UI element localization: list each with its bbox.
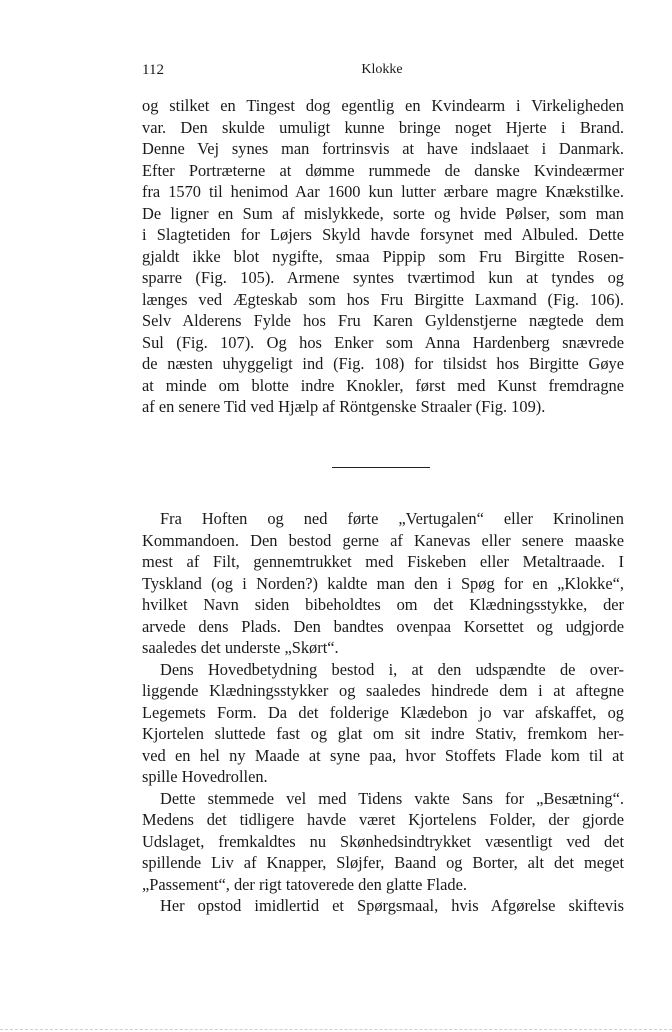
text-line: gjaldt ikke blot nygifte, smaa Pippip som Fru Birgitte Rosen- [142,246,624,266]
page-number: 112 [142,62,164,78]
text-line: ved en hel ny Maade at syne paa, hvor Stoffets Flade kom til at [142,745,624,765]
text-line: Dens Hovedbetydning bestod i, at den udspændte de over- [160,659,624,679]
text-line: af en senere Tid ved Hjælp af Röntgenske Straaler (Fig. 109). [142,397,546,416]
text-line: Selv Alderens Fylde hos Fru Karen Gyldenstjerne nægtede dem [142,311,624,330]
text-line: Sul (Fig. 107). Og hos Enker som Anna Hardenberg snævrede [142,332,624,352]
text-line: De ligner en Sum af mislykkede, sorte og hvide Pølser, som man [142,203,624,223]
section-divider [332,467,430,468]
text-line: længes ved Ægteskab som hos Fru Birgitte Laxmand (Fig. 106). [142,289,624,309]
text-line: Her opstod imidlertid et Spørgsmaal, hvis Afgørelse skiftevis [160,896,624,915]
text-line: spillende Liv af Knapper, Sløjfer, Baand og Borter, alt det meget [142,853,624,872]
section-one-text [142,95,624,418]
text-line: at minde om blotte indre Knokler, først med Kunst fremdragne [142,375,624,395]
running-title: Klokke [361,62,403,77]
text-line: Legemets Form. Da det folderige Klædebon jo var afskaffet, og [142,702,624,722]
text-line: Kommandoen. Den bestod gerne af Kanevas eller senere maaske [142,530,624,550]
text-line: og stilket en Tingest dog egentlig en Kvindearm i Virkeligheden [142,96,624,115]
text-line: Denne Vej synes man fortrinsvis at have indslaaet i Danmark. [142,139,624,158]
page-edge-mark [0,1029,672,1031]
text-line: Kjortelen sluttede fast og glat om sit indre Stativ, fremkom her- [142,724,624,743]
text-line: arvede dens Plads. Den bandtes ovenpaa Korsettet og udgjorde [142,616,624,636]
paragraph [142,788,624,896]
text-line: Fra Hoften og ned førte „Vertugalen“ eller Krinolinen [160,509,624,528]
text-line: Efter Portræterne at dømme rummede de danske Kvindeærmer [142,160,624,180]
text-line: de næsten uhyggeligt ind (Fig. 108) for tilsidst hos Birgitte Gøye [142,354,624,373]
text-line: „Passement“, der rigt tatoverede den glatte Flade. [142,874,467,894]
paragraph [142,508,624,659]
text-line: Medens det tidligere havde været Kjortelens Folder, der gjorde [142,810,624,829]
running-head [142,62,622,84]
paragraph [142,659,624,788]
text-line: Tyskland (og i Norden?) kaldte man den i Spøg for en „Klokke“, [142,573,624,593]
text-line: mest af Filt, gennemtrukket med Fiskeben eller Metaltraade. I [142,552,624,571]
text-line: fra 1570 til henimod Aar 1600 kun lutter ærbare magre Knækstilke. [142,182,624,201]
text-line: spille Hovedrollen. [142,767,268,786]
text-line: var. Den skulde umuligt kunne bringe noget Hjerte i Brand. [142,117,624,137]
section-two-text [142,508,624,917]
text-line: Dette stemmede vel med Tidens vakte Sans for „Besætning“. [160,788,624,808]
paragraph [142,895,624,917]
text-line: hvilket Navn siden bibeholdtes om det Klædningsstykke, der [142,595,624,614]
text-line: liggende Klædningsstykker og saaledes hindrede dem i at aftegne [142,681,624,700]
text-line: saaledes det underste „Skørt“. [142,638,339,657]
text-line: sparre (Fig. 105). Armene syntes tværtimod kun at tyndes og [142,268,624,287]
text-line: Udslaget, fremkaldtes nu Skønhedsindtrykket væsentligt ved det [142,831,624,851]
text-line: i Slagtetiden for Løjers Skyld havde forsynet med Albuled. Dette [142,225,624,244]
